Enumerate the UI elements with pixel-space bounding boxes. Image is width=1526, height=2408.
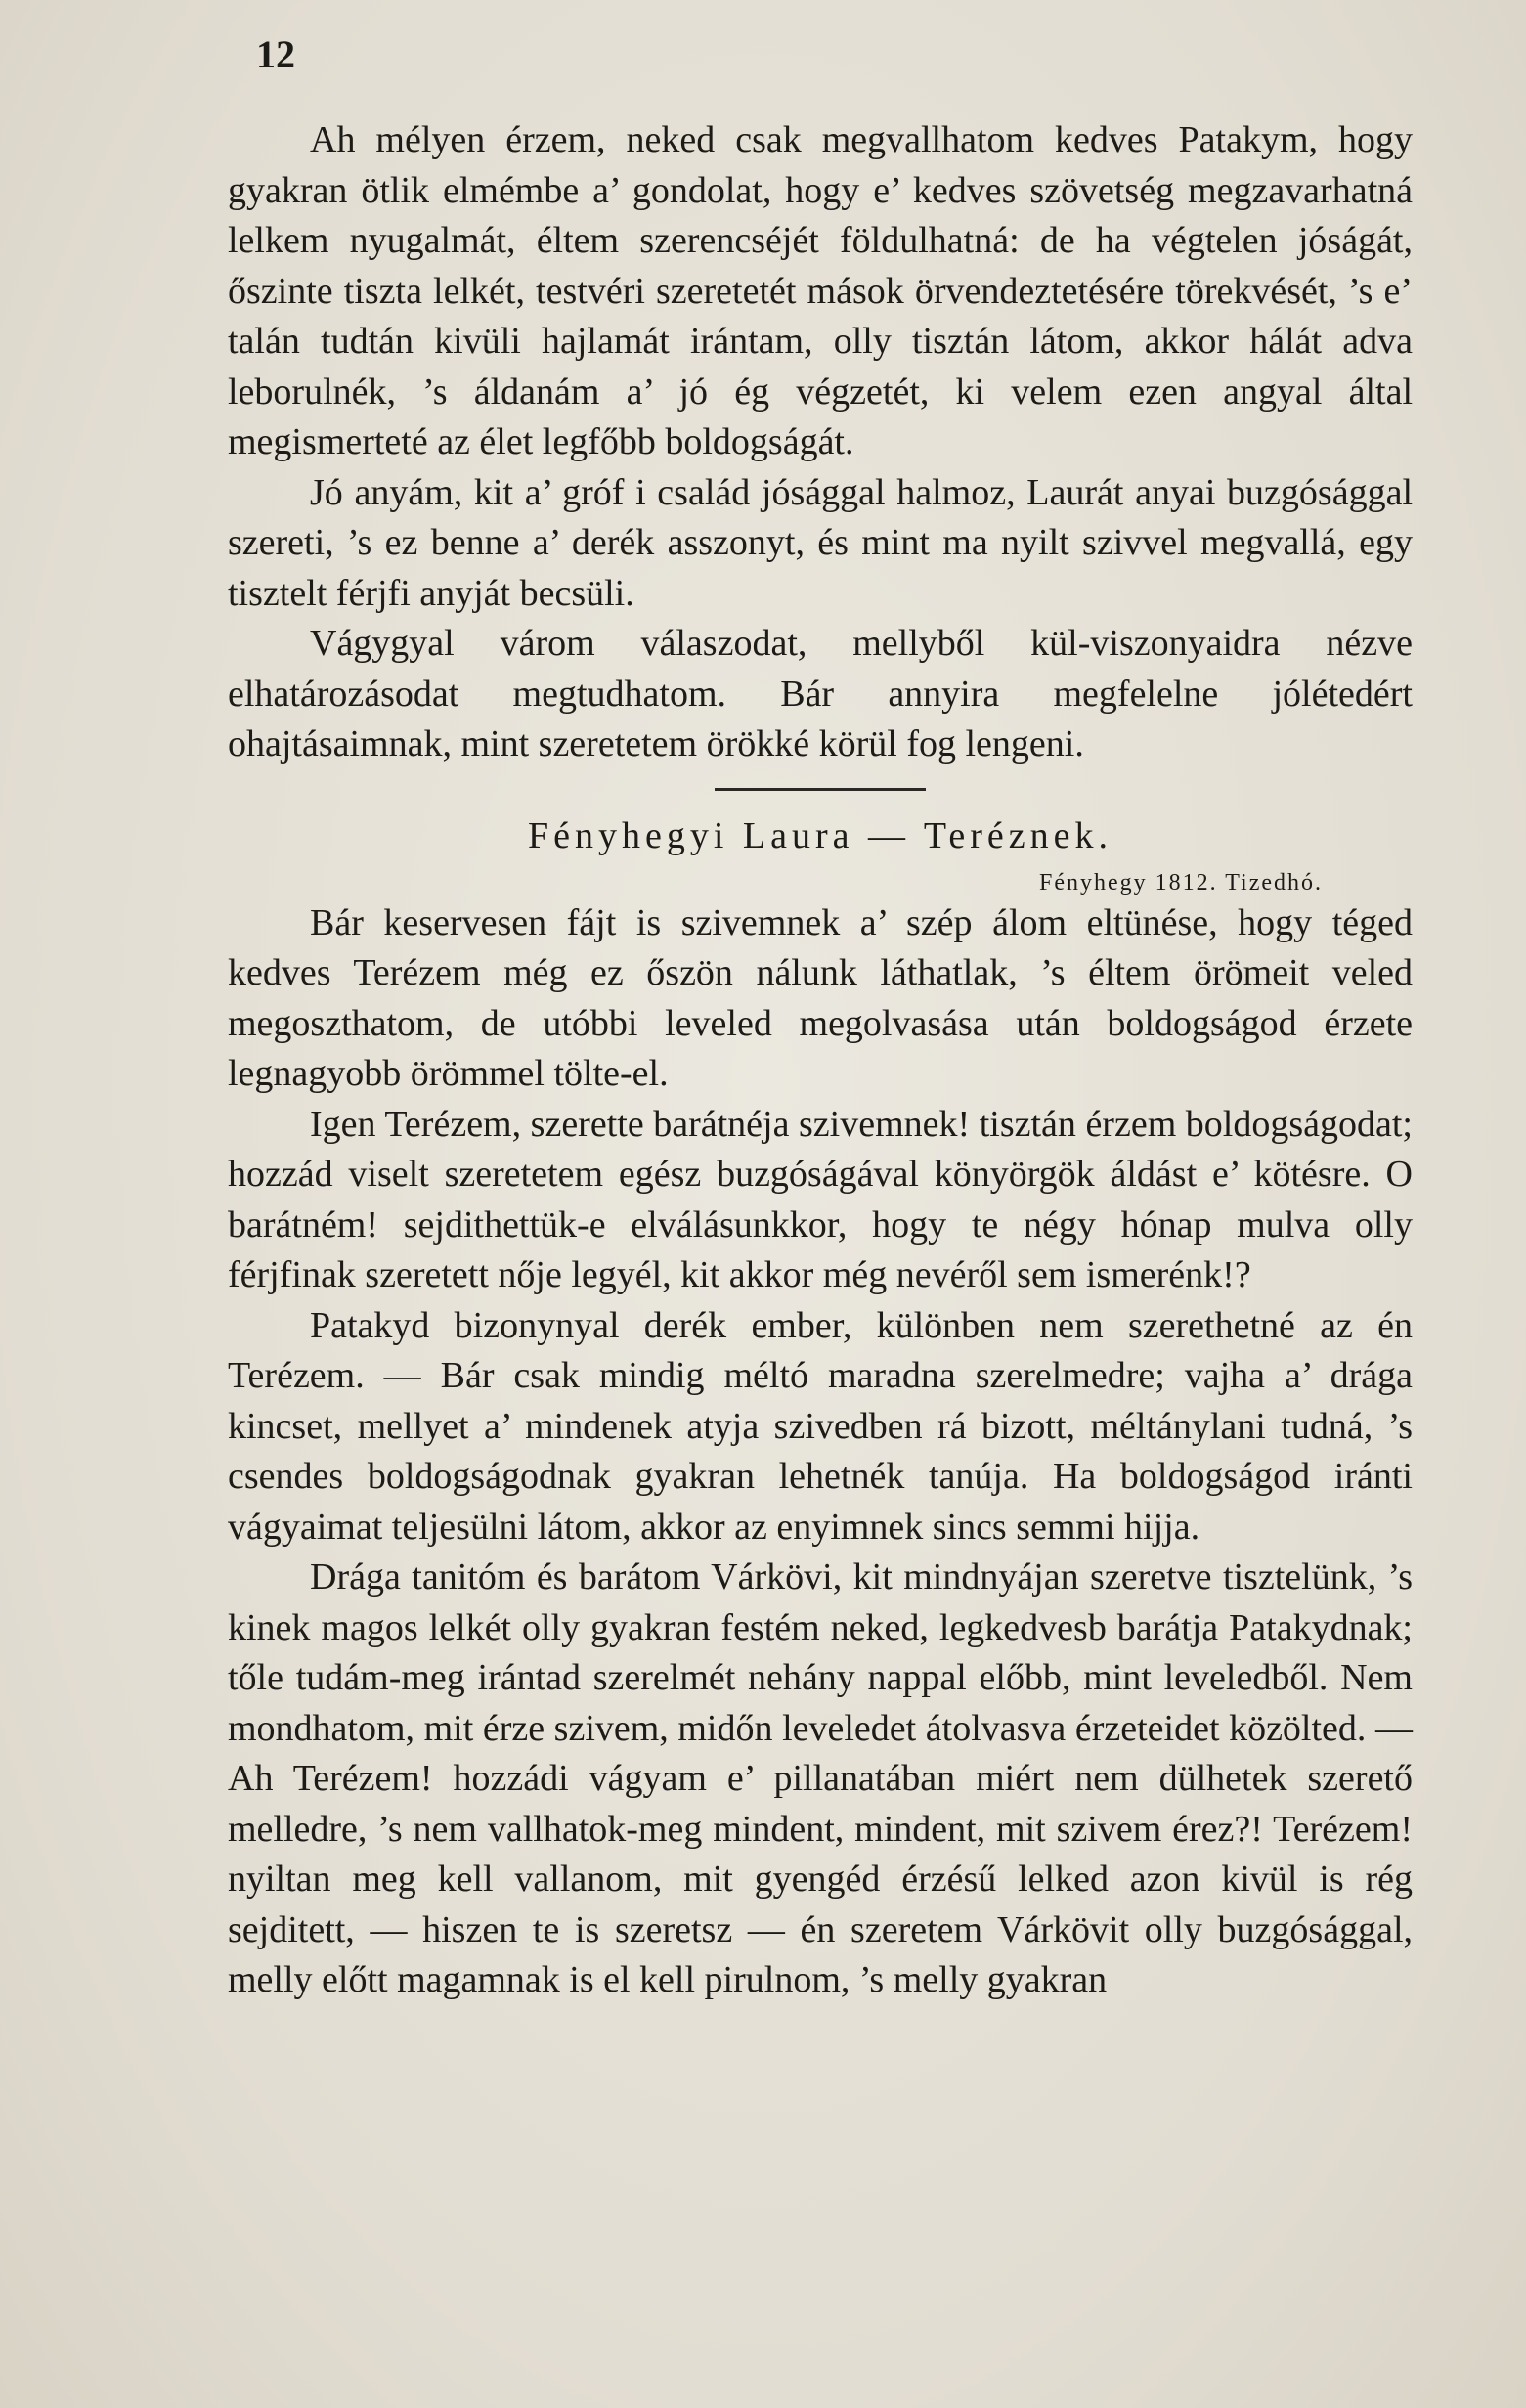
- paragraph: Igen Terézem, szerette barátnéja szivemnek! tisztán érzem boldogságodat; hozzád viselt szeretetem egész buzgóságával könyörgök áldást e’ kötésre. O barátném! sejdithettük-e elválásunkkor, hogy te négy hónap mulva olly férjfinak szeretett nője legyél, kit akkor még nevéről sem ismerénk!?: [228, 1103, 1413, 1295]
- paragraph: Jó anyám, kit a’ gróf i család jósággal halmoz, Laurát anyai buzgósággal szereti, ’s ez benne a’ derék asszonyt, és mint ma nyilt szivvel megvallá, egy tisztelt férjfi anyját becsüli.: [228, 471, 1413, 614]
- page-body: [228, 115, 1413, 2006]
- paragraph: Patakyd bizonynyal derék ember, különben nem szerethetné az én Terézem. — Bár csak mindig méltó maradna szerelmedre; vajha a’ drága kincset, mellyet a’ mindenek atyja szivedben rá bizott, méltánylani tudná, ’s csendes boldogságodnak gyakran lehetnék tanúja. Ha boldogságod iránti vágyaimat teljesülni látom, akkor az enyimnek sincs semmi hijja.: [228, 1304, 1413, 1548]
- paragraph: Vágygyal várom válaszodat, mellyből kül-viszonyaidra nézve elhatározásodat megtudhatom. Bár annyira megfelelne jólétedért ohajtásaimnak, mint szeretetem örökké körül fog lengeni.: [228, 623, 1413, 765]
- page-number: 12: [256, 32, 295, 76]
- paragraph: Ah mélyen érzem, neked csak megvallhatom kedves Patakym, hogy gyakran ötlik elmémbe a’ gondolat, hogy e’ kedves szövetség megzavarhatná lelkem nyugalmát, éltem szerencséjét földulhatná: de ha végtelen jóságát, őszinte tiszta lelkét, testvéri szeretetét mások örvendeztetésére törekvését, ’s e’ talán tudtán kivüli hajlamát irántam, olly tisztán látom, akkor hálát adva leborulnék, ’s áldanám a’ jó ég végzetét, ki velem ezen angyal által megismerteté az élet legfőbb boldogságát.: [228, 119, 1413, 462]
- paragraph: Drága tanitóm és barátom Várkövi, kit mindnyájan szeretve tisztelünk, ’s kinek magos lelkét olly gyakran festém neked, legkedvesb barátja Patakydnak; tőle tudám-meg irántad szerelmét nehány nappal előbb, mint leveledből. Nem mondhatom, mit érze szivem, midőn leveledet átolvasva érzeteidet közölted. — Ah Terézem! hozzádi vágyam e’ pillanatában miért nem dülhetek szerető melledre, ’s nem vallhatok-meg mindent, mindent, mit szivem érez?! Terézem! nyiltan meg kell vallanom, mit gyengéd érzésű lelked azon kivül is rég sejditett, — hiszen te is szeretsz — én szeretem Várkövit olly buzgósággal, melly előtt magamnak is el kell pirulnom, ’s melly gyakran: [228, 1556, 1413, 2000]
- letter-heading: Fényhegyi Laura — Teréznek.: [527, 814, 1112, 856]
- paragraph: Bár keservesen fájt is szivemnek a’ szép álom eltünése, hogy téged kedves Terézem még ez őszön nálunk láthatlak, ’s éltem örömeit veled megoszthatom, de utóbbi leveled megolvasása után boldogságod érzete legnagyobb örömmel tölte-el.: [228, 901, 1413, 1094]
- letter-dateline: Fényhegy 1812. Tizedhó.: [1038, 869, 1323, 896]
- section-divider: [715, 788, 926, 791]
